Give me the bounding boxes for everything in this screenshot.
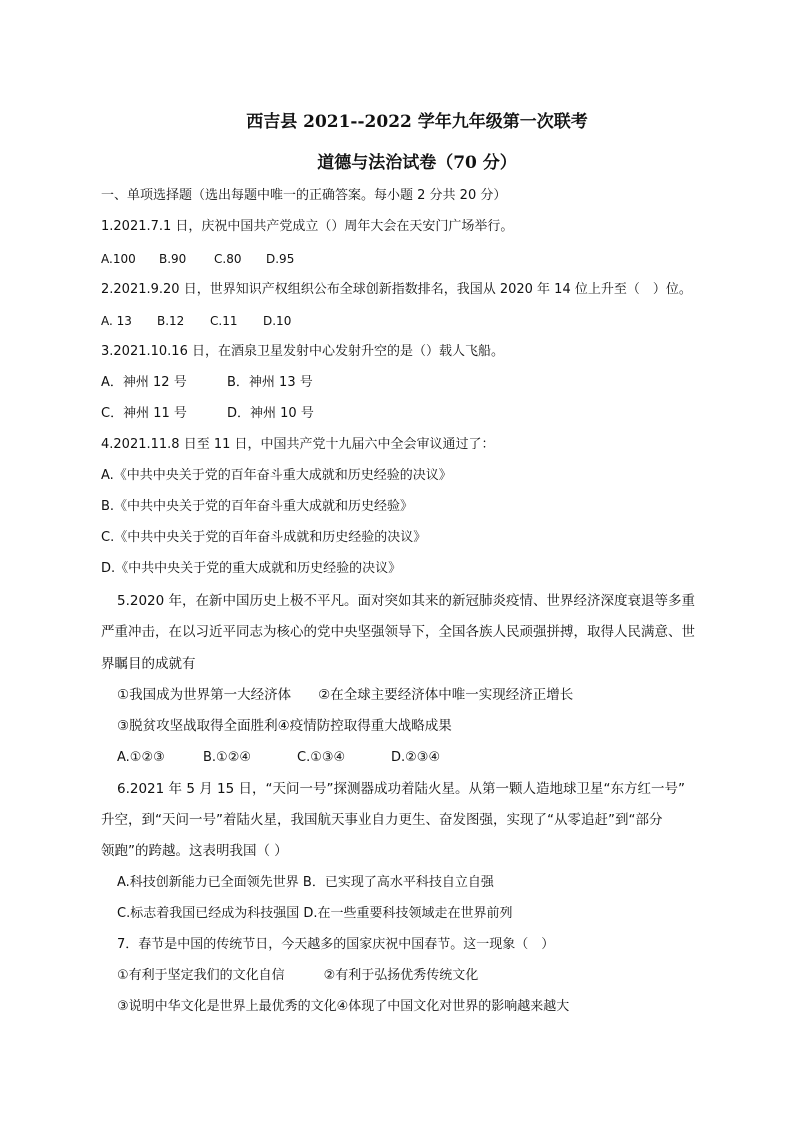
q1-option-d: D.95 — [266, 252, 295, 266]
q3-stem: 3.2021.10.16 日，在酒泉卫星发射中心发射升空的是（）载人飞船。 — [101, 344, 504, 359]
q1-options — [101, 250, 294, 268]
q1-option-b: B.90 — [159, 252, 187, 266]
q5-line-2: 严重冲击，在以习近平同志为核心的党中央坚强领导下，全国各族人民顽强拼搏，取得人民满意、世 — [101, 624, 695, 640]
q5-line-3: 界瞩目的成就有 — [101, 656, 196, 672]
q5-options — [117, 749, 440, 767]
q6-option-row1: A.科技创新能力已全面领先世界 B．已实现了高水平科技自立自强 — [117, 875, 494, 890]
q4-option-d: D.《中共中央关于党的重大成就和历史经验的决议》 — [101, 561, 402, 576]
q2-option-a: A. 13 — [101, 314, 132, 328]
q4-option-b: B.《中共中央关于党的百年奋斗重大成就和历史经验》 — [101, 499, 414, 514]
q2-stem: 2.2021.9.20 日，世界知识产权组织公布全球创新指数排名，我国从 2020 年 14 位上升至（ ）位。 — [101, 282, 692, 297]
q2-option-d: D.10 — [263, 314, 292, 328]
exam-subtitle: 道德与法治试卷（70 分） — [317, 153, 517, 173]
q5-item-row1: ①我国成为世界第一大经济体 ②在全球主要经济体中唯一实现经济正增长 — [117, 687, 574, 703]
q1-option-a: A.100 — [101, 252, 136, 266]
q3-options-row2 — [101, 405, 314, 423]
q3-option-a: A．神州 12 号 — [101, 375, 187, 390]
q3-option-b: B．神州 13 号 — [227, 375, 313, 390]
q5-option-c: C.①③④ — [297, 750, 346, 765]
q2-options — [101, 312, 291, 330]
q6-option-row2: C.标志着我国已经成为科技强国 D.在一些重要科技领域走在世界前列 — [117, 906, 513, 921]
q5-option-a: A.①②③ — [117, 750, 165, 765]
q5-item-row2: ③脱贫攻坚战取得全面胜利④疫情防控取得重大战略成果 — [117, 718, 452, 734]
q3-option-d: D．神州 10 号 — [227, 406, 314, 421]
q7-stem: 7．春节是中国的传统节日，今天越多的国家庆祝中国春节。这一现象（ ） — [117, 937, 555, 952]
q2-option-b: B.12 — [157, 314, 185, 328]
q4-stem: 4.2021.11.8 日至 11 日，中国共产党十九届六中全会审议通过了： — [101, 437, 495, 452]
q3-option-c: C．神州 11 号 — [101, 406, 187, 421]
q6-line-2: 升空，到“天问一号”着陆火星，我国航天事业自力更生、奋发图强，实现了“从零追赶”到“部分 — [101, 812, 663, 828]
q4-option-a: A.《中共中央关于党的百年奋斗重大成就和历史经验的决议》 — [101, 468, 452, 483]
q7-item-row2: ③说明中华文化是世界上最优秀的文化④体现了中国文化对世界的影响越来越大 — [117, 999, 570, 1014]
q3-options-row1 — [101, 374, 313, 392]
q4-option-c: C.《中共中央关于党的百年奋斗成就和历史经验的决议》 — [101, 530, 427, 545]
q7-item-row1: ①有利于坚定我们的文化自信 ②有利于弘扬优秀传统文化 — [117, 968, 479, 983]
section-heading: 一、单项选择题（选出每题中唯一的正确答案。每小题 2 分共 20 分） — [101, 188, 507, 203]
q1-option-c: C.80 — [214, 252, 242, 266]
q5-line-1: 5.2020 年，在新中国历史上极不平凡。面对突如其来的新冠肺炎疫情、世界经济深度衰退等多重 — [117, 593, 696, 609]
q5-option-d: D.②③④ — [391, 750, 441, 765]
q5-option-b: B.①②④ — [203, 750, 252, 765]
q6-line-3: 领跑”的跨越。这表明我国（ ） — [101, 843, 288, 859]
exam-title: 西吉县 2021--2022 学年九年级第一次联考 — [246, 112, 588, 132]
q6-line-1: 6.2021 年 5 月 15 日，“天问一号”探测器成功着陆火星。从第一颗人造地球卫星“东方红一号” — [117, 781, 685, 797]
q1-stem: 1.2021.7.1 日，庆祝中国共产党成立（）周年大会在天安门广场举行。 — [101, 219, 514, 234]
q2-option-c: C.11 — [210, 314, 238, 328]
